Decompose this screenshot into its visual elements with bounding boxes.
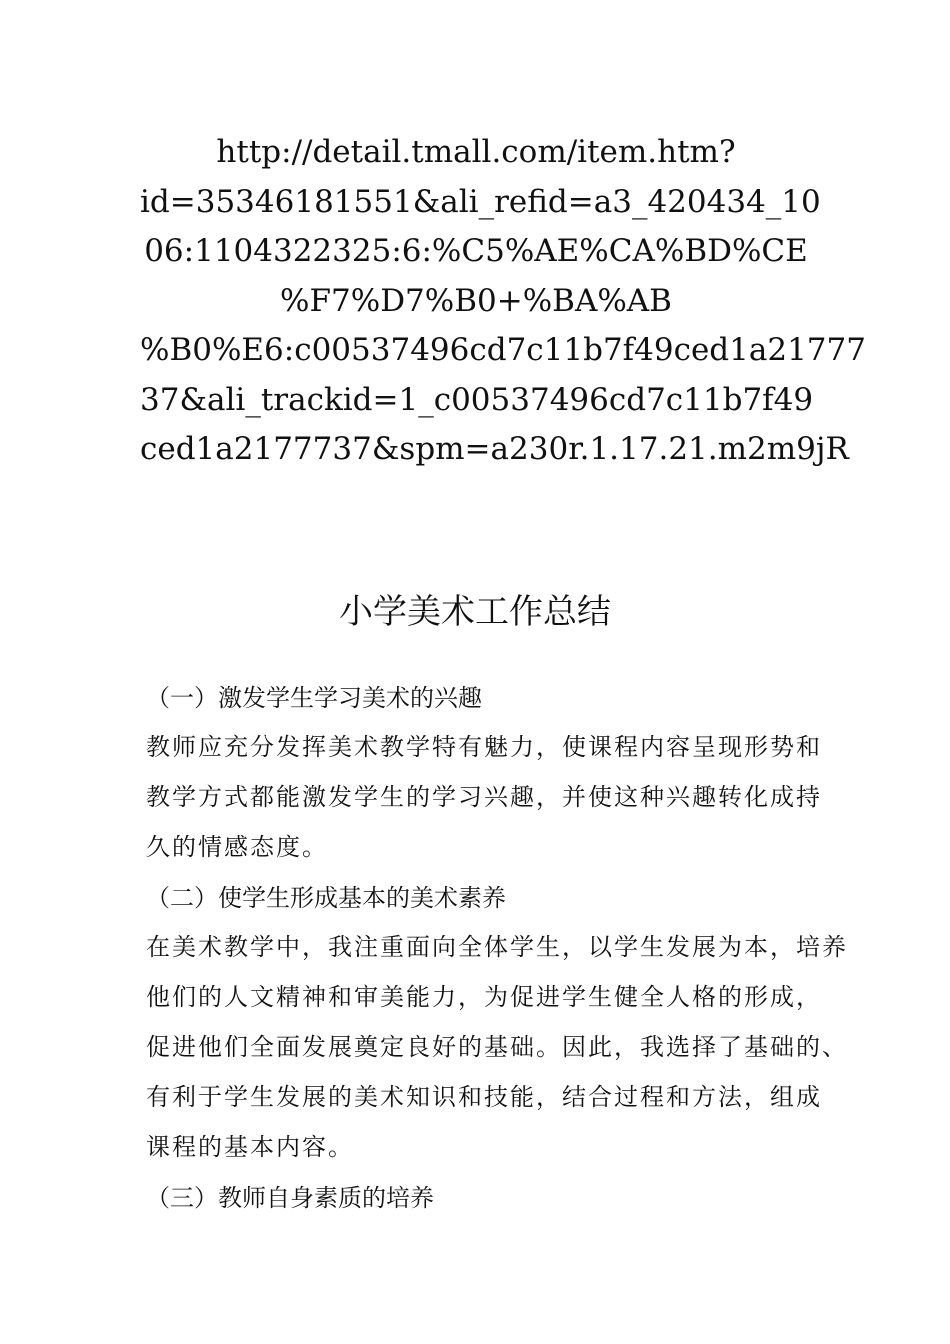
paragraph-line: 他们的人文精神和审美能力，为促进学生健全人格的形成， <box>146 983 822 1011</box>
paragraph-line: 有利于学生发展的美术知识和技能，结合过程和方法，组成 <box>146 1083 822 1111</box>
url-line: %B0%E6:c00537496cd7c11b7f49ced1a21777 <box>140 332 866 368</box>
section-2 <box>146 872 848 1172</box>
document-title: 小学美术工作总结 <box>339 592 611 632</box>
url-line: %F7%D7%B0+%BA%AB <box>280 282 672 319</box>
section-1 <box>146 672 822 872</box>
document-body <box>146 672 848 1222</box>
url-text-block <box>140 128 866 475</box>
url-line: id=35346181551&ali_refid=a3_420434_10 <box>140 183 821 220</box>
section-heading: （一）激发学生学习美术的兴趣 <box>146 684 482 712</box>
paragraph-line: 久的情感态度。 <box>146 833 328 861</box>
url-line: http://detail.tmall.com/item.htm? <box>216 134 736 170</box>
section-3 <box>146 1172 816 1222</box>
paragraph-line: 教学方式都能激发学生的学习兴趣，并使这种兴趣转化成持 <box>146 783 822 811</box>
paragraph-line: 教师应充分发挥美术教学特有魅力，使课程内容呈现形势和 <box>146 733 822 761</box>
section-heading: （三）教师自身素质的培养 <box>146 1184 434 1212</box>
paragraph-line: 课程的基本内容。 <box>146 1133 354 1161</box>
url-line: 06:1104322325:6:%C5%AE%CA%BD%CE <box>144 233 808 269</box>
url-line: 37&ali_trackid=1_c00537496cd7c11b7f49 <box>140 381 814 418</box>
paragraph-line: 促进他们全面发展奠定良好的基础。因此，我选择了基础的、 <box>146 1033 848 1061</box>
section-heading: （二）使学生形成基本的美术素养 <box>146 884 506 912</box>
url-line: ced1a2177737&spm=a230r.1.17.21.m2m9jR <box>140 431 849 467</box>
paragraph-line: 在美术教学中，我注重面向全体学生，以学生发展为本，培养 <box>146 933 848 961</box>
